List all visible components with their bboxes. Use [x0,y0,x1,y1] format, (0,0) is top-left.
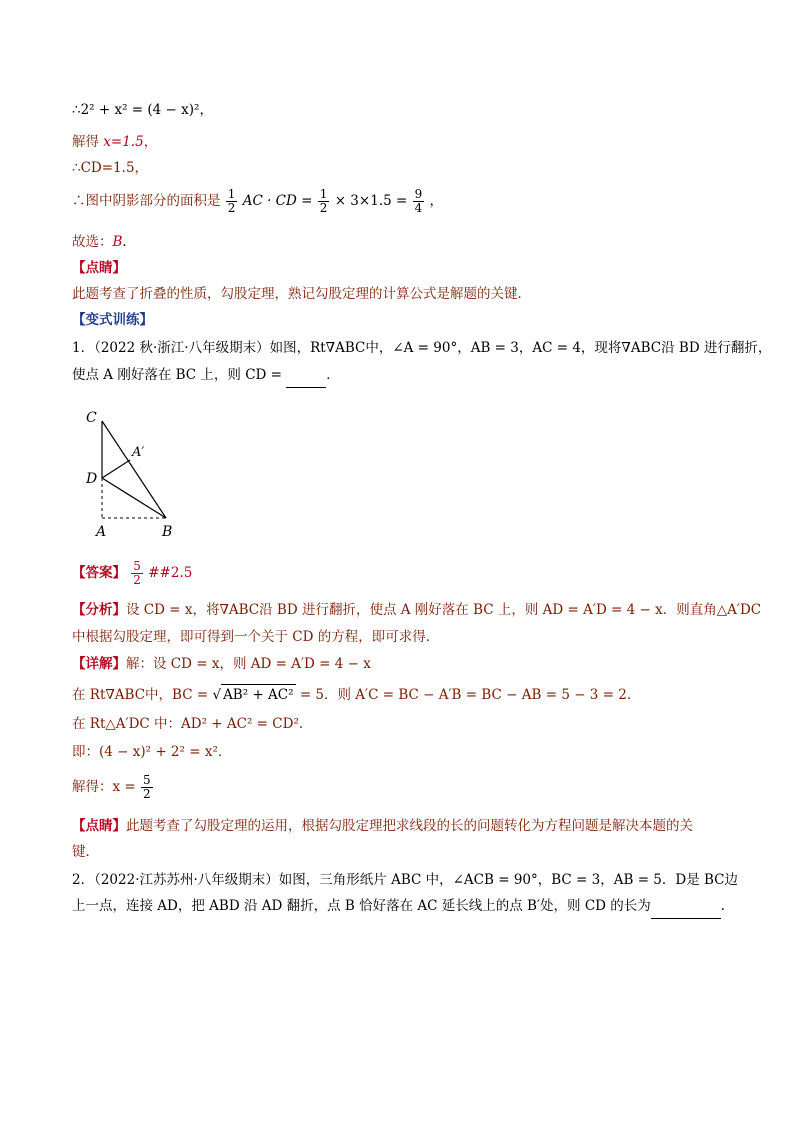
equation-line [72,100,732,120]
question-2-line-2: 上一点，连接 AD，把 ABD 沿 AD 翻折，点 B 恰好落在 AC 延长线上的点 B′处，则 CD 的长为 ． [72,896,732,919]
solution-value: x=1.5 [103,134,144,150]
choice-line: 故选：B． [72,234,136,250]
segment-db [102,478,166,518]
detail-line-1: 【详解】解：设 CD = x，则 AD = A′D = 4 − x [72,656,371,672]
label-a-prime: A′ [132,445,145,460]
analysis-line-1: 【分析】设 CD = x，将∇ABC沿 BD 进行翻折，使点 A 刚好落在 BC 上，则 AD = A′D = 4 − x．则直角△A′DC [72,602,762,618]
answer-blank-1 [286,367,326,388]
dianjing-text-1: 此题考查了折叠的性质，勾股定理，熟记勾股定理的计算公式是解题的关键． [72,286,531,302]
choice-value: B [112,234,123,250]
label-d: D [86,471,98,487]
question-1-line-2: 使点 A 刚好落在 BC 上，则 CD = ． [72,365,732,388]
solve-line: 解得 x=1.5， [72,134,158,150]
question-1-line-1: 1．（2022 秋·浙江·八年级期末）如图，Rt∇ABC中，∠A = 90°，AB = 3，AC = 4，现将∇ABC沿 BD 进行翻折， [72,340,772,356]
label-a: A [96,524,107,540]
detail-line-2: 在 Rt∇ABC中，BC = √ AB² + AC² = 5．则 A′C = BC − A′B = BC − AB = 5 − 3 = 2． [72,684,732,705]
solution-fraction: $\frac{5}{2}$ [143,773,151,801]
triangle-figure [80,400,190,540]
segment-cb [102,421,166,518]
equation-text: ∴2² + x² = (4 − x)²， [72,102,213,118]
cd-line: ∴CD=1.5， [72,160,149,176]
analysis-line-2: 中根据勾股定理，即可得到一个关于 CD 的方程，即可求得． [72,629,440,645]
dianjing-tag-1: 【点睛】 [72,260,126,276]
detail-line-4: 即：(4 − x)² + 2² = x²． [72,744,232,760]
label-b: B [162,524,173,540]
label-c: C [86,410,97,426]
bianshi-tag: 【变式训练】 [72,312,153,328]
dianjing-line-2a: 【点睛】此题考查了勾股定理的运用，根据勾股定理把求线段的长的问题转化为方程问题是解决本题的关 [72,818,693,834]
dianjing-line-2b: 键． [72,844,99,860]
question-2-line-1: 2．（2022·江苏苏州·八年级期末）如图，三角形纸片 ABC 中，∠ACB = 90°，BC = 3，AB = 5．D是 BC边 [72,872,738,888]
fraction-half-2: $\frac{1}{2}$ [319,187,328,215]
detail-line-3: 在 Rt△A′DC 中：AD² + AC² = CD²． [72,716,313,732]
fraction-half: $\frac{1}{2}$ [227,187,236,215]
fraction-nine-fourths: $\frac{9}{4}$ [414,187,423,215]
area-line: ∴图中阴影部分的面积是 $\frac{1}{2}$ AC · CD = $\frac{1}{2}$ × 3×1.5 = $\frac{9}{4}$ ， [72,187,443,215]
answer-fraction: $\frac{5}{2}$ [133,559,141,587]
answer-line: 【答案】 $\frac{5}{2}$ ##2.5 [72,559,193,587]
detail-line-5: 解得：x = $\frac{5}{2}$ [72,773,151,801]
segment-da-prime [102,460,130,478]
answer-blank-2 [651,898,721,919]
cd-value: CD=1.5 [80,160,135,176]
